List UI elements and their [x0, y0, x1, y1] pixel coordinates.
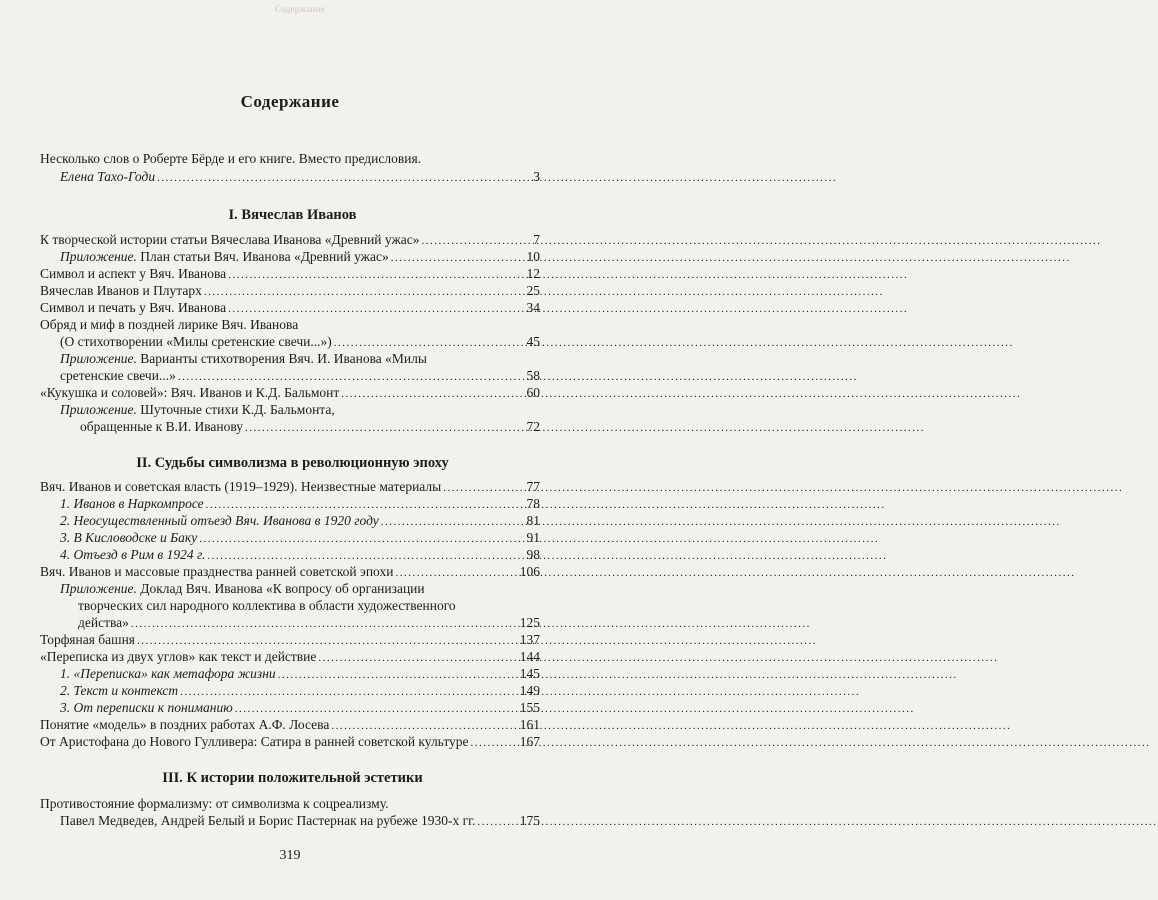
section-heading-1: I. Вячеслав Иванов: [228, 207, 357, 223]
toc-entry: [40, 716, 540, 733]
entry-title: Доклад Вяч. Иванова «К вопросу об организации: [136, 581, 425, 596]
toc-entry: [40, 384, 540, 401]
page-number: 91: [526, 530, 540, 545]
page-title: Содержание: [240, 92, 340, 111]
page-number: 34: [526, 300, 540, 315]
page-number: 7: [533, 232, 540, 247]
page-number: 10: [526, 249, 540, 264]
entry-title: Варианты стихотворения Вяч. И. Иванова «Милы: [136, 351, 427, 366]
page-number: 45: [526, 334, 540, 349]
toc-entry-continued: [60, 367, 540, 384]
entry-title: 1. Иванов в Наркомпросе: [60, 496, 204, 511]
toc-entry: [60, 350, 540, 367]
toc-entry: [40, 478, 540, 495]
appendix-label: Приложение.: [60, 249, 137, 264]
page-number: 98: [526, 547, 540, 562]
toc-entry: [60, 401, 540, 418]
entry-title: Понятие «модель» в поздних работах А.Ф. Лосева: [40, 717, 330, 732]
appendix-label: Приложение.: [60, 402, 137, 417]
toc-entry: [60, 580, 540, 597]
toc-entry: [60, 699, 540, 716]
entry-title: творческих сил народного коллектива в области художественного: [78, 598, 456, 613]
toc-entry: [40, 795, 540, 812]
appendix-label: Приложение.: [60, 351, 137, 366]
page-number: 78: [526, 496, 540, 511]
toc-entry: [40, 231, 540, 248]
entry-title: 3. От переписки к пониманию: [60, 700, 233, 715]
page-number: 149: [519, 683, 540, 698]
page-number: 25: [526, 283, 540, 298]
preface-line: [40, 150, 540, 167]
page-number: 167: [519, 734, 540, 749]
entry-title: План статьи Вяч. Иванова «Древний ужас»: [136, 249, 389, 264]
toc-entry: [40, 316, 540, 333]
toc-entry: [60, 546, 540, 563]
entry-title: (О стихотворении «Милы сретенские свечи...»): [60, 334, 332, 349]
section-heading-3: III. К истории положительной эстетики: [162, 770, 423, 786]
page-number: 58: [526, 368, 540, 383]
toc-entry: [40, 282, 540, 299]
page-number: 81: [526, 513, 540, 528]
entry-title: обращенные к В.И. Иванову: [80, 419, 244, 434]
preface-author: Елена Тахо-Годи: [60, 169, 156, 184]
entry-title: Вяч. Иванов и советская власть (1919–1929). Неизвестные материалы: [40, 479, 442, 494]
page-number: 3: [533, 169, 540, 184]
page-number: 72: [526, 419, 540, 434]
entry-title: Шуточные стихи К.Д. Бальмонта,: [136, 402, 335, 417]
entry-title: Обряд и миф в поздней лирике Вяч. Иванова: [40, 317, 299, 332]
toc-entry: [40, 299, 540, 316]
entry-title: «Переписка из двух углов» как текст и действие: [40, 649, 317, 664]
entry-title: 2. Текст и контекст: [60, 683, 179, 698]
toc-entry-continued: [60, 333, 540, 350]
entry-title: Символ и аспект у Вяч. Иванова: [40, 266, 227, 281]
toc-entry: [40, 631, 540, 648]
toc-entry-continued: [60, 597, 540, 614]
page-number: 125: [519, 615, 540, 630]
entry-title: 2. Неосуществленный отъезд Вяч. Иванова в 1920 году: [60, 513, 379, 528]
appendix-label: Приложение.: [60, 581, 137, 596]
preface-author-line: [60, 168, 540, 185]
page-number: 144: [519, 649, 540, 664]
toc-entry: [60, 495, 540, 512]
toc-entry: [40, 648, 540, 665]
page-number: 145: [519, 666, 540, 681]
entry-title: 3. В Кисловодске и Баку: [60, 530, 198, 545]
running-head: Содержание: [274, 4, 326, 14]
dot-leader: [245, 420, 524, 437]
toc-entry: [60, 248, 540, 265]
entry-title: Противостояние формализму: от символизма к соцреализму.: [40, 796, 389, 811]
entry-title: Павел Медведев, Андрей Белый и Борис Пастернак на рубеже 1930-х гг.: [60, 813, 476, 828]
toc-entry: [60, 512, 540, 529]
page-number: 106: [519, 564, 540, 579]
entry-title: 4. Отъезд в Рим в 1924 г.: [60, 547, 206, 562]
toc-entry-continued: [60, 614, 540, 631]
toc-entry: [60, 529, 540, 546]
dot-leader: [157, 170, 531, 187]
toc-entry: [40, 265, 540, 282]
dot-leader: [478, 814, 518, 831]
entry-title: Символ и печать у Вяч. Иванова: [40, 300, 227, 315]
entry-title: действа»: [78, 615, 129, 630]
dot-leader: [471, 735, 518, 752]
page-number: 12: [526, 266, 540, 281]
page-number: 137: [519, 632, 540, 647]
entry-title: 1. «Переписка» как метафора жизни: [60, 666, 276, 681]
entry-title: «Кукушка и соловей»: Вяч. Иванов и К.Д. Бальмонт: [40, 385, 340, 400]
page-number: 77: [526, 479, 540, 494]
toc-entry: [40, 733, 540, 750]
page-number: 161: [519, 717, 540, 732]
entry-title: К творческой истории статьи Вячеслава Иванова «Древний ужас»: [40, 232, 420, 247]
folio-page-number: 319: [279, 848, 301, 863]
page-number: 155: [519, 700, 540, 715]
page-number: 60: [526, 385, 540, 400]
entry-title: Вячеслав Иванов и Плутарх: [40, 283, 202, 298]
entry-title: сретенские свечи...»: [60, 368, 176, 383]
section-heading-2: II. Судьбы символизма в революционную эпоху: [136, 455, 449, 471]
toc-entry: [40, 563, 540, 580]
preface-title: Несколько слов о Роберте Бёрде и его книге. Вместо предисловия.: [40, 151, 422, 166]
entry-title: Торфяная башня: [40, 632, 136, 647]
toc-entry-continued: [60, 418, 540, 435]
page-number: 175: [519, 813, 540, 828]
entry-title: Вяч. Иванов и массовые празднества ранней советской эпохи: [40, 564, 394, 579]
toc-entry: [60, 665, 540, 682]
toc-entry: [60, 682, 540, 699]
toc-entry-continued: [60, 812, 540, 829]
entry-title: От Аристофана до Нового Гулливера: Сатира в ранней советской культуре: [40, 734, 469, 749]
